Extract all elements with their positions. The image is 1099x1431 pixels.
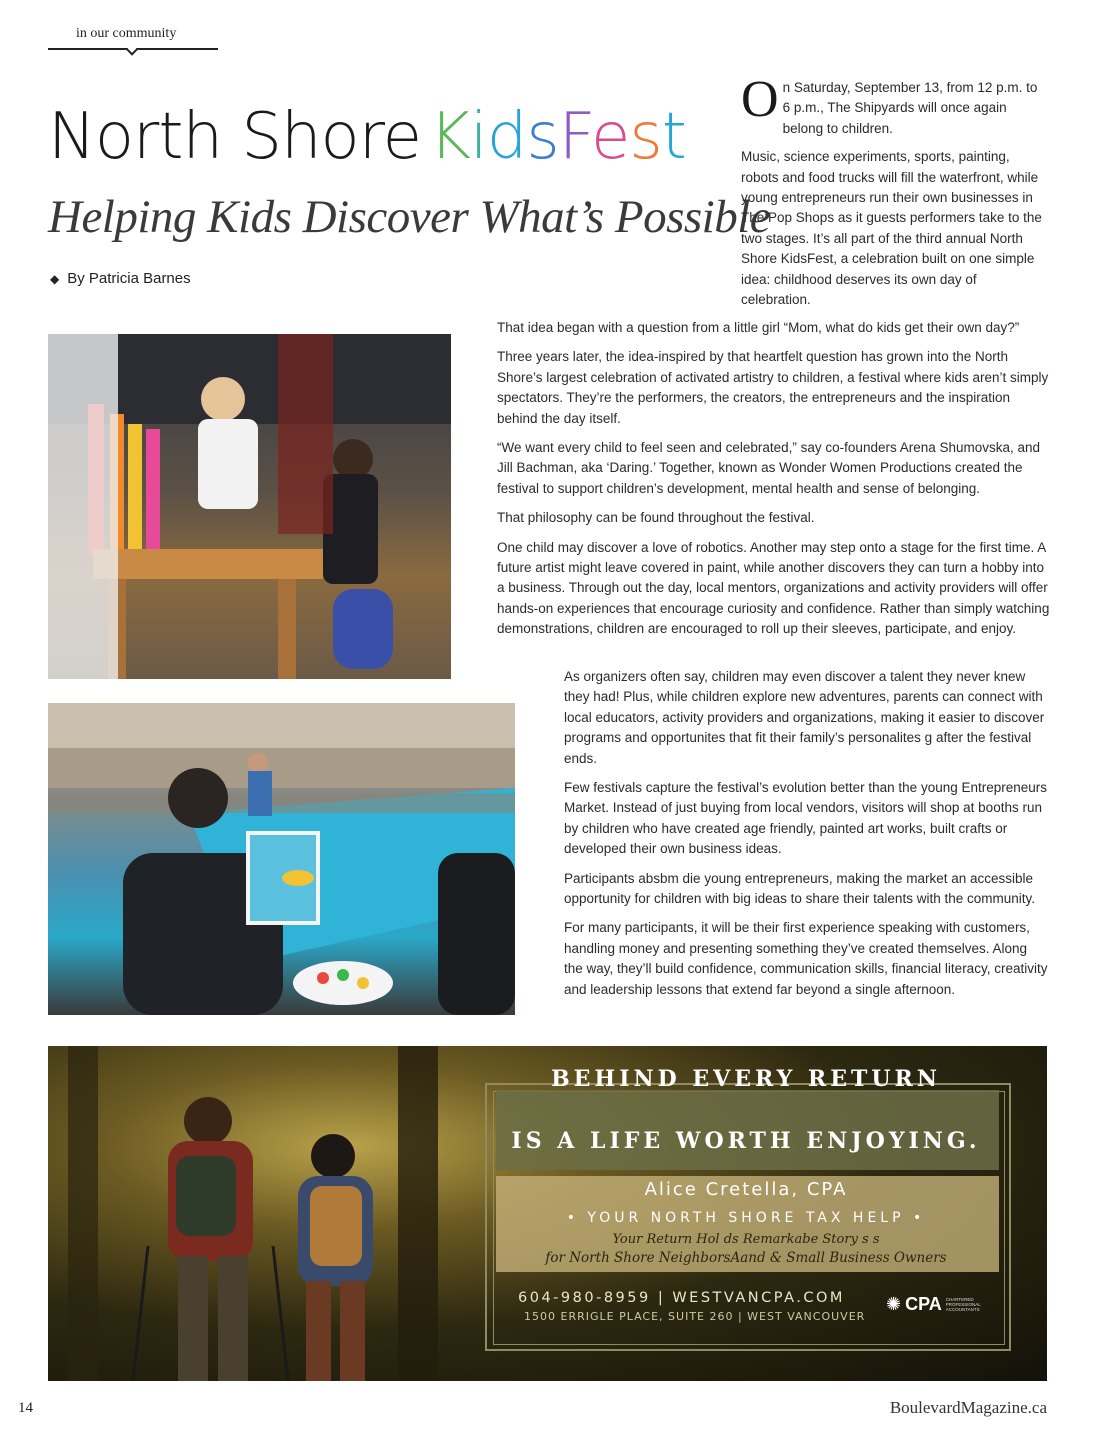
- diamond-icon: ◆: [50, 272, 60, 286]
- photo-kids-art-market-art: [48, 703, 515, 1015]
- ad-name: Alice Cretella, CPA: [644, 1179, 848, 1200]
- photo-kids-painting-table-art: [48, 334, 451, 679]
- ad-headline-line1: BEHIND EVERY RETURN: [551, 1066, 941, 1092]
- section-tag: [48, 26, 218, 42]
- intro-paragraph-1: [741, 71, 1046, 139]
- intro-paragraph-1-text: n Saturday, September 13, from 12 p.m. to 6 p.m., The Shipyards will once again belong to children.: [782, 80, 1038, 136]
- subhead: Helping Kids Discover What’s Possible: [48, 191, 771, 243]
- kidsfest-letter: F: [558, 100, 591, 174]
- page-number: 14: [18, 1400, 33, 1416]
- maple-star-icon: ✺: [886, 1294, 902, 1314]
- kidsfest-letter: t: [661, 100, 686, 174]
- kidsfest-letter: s: [629, 100, 662, 174]
- section-tag-notch: [126, 44, 137, 55]
- kidsfest-letter: d: [486, 100, 527, 174]
- mid-paragraph-2: Three years later, the idea-inspired by that heartfelt question has grown into the North Shore’s largest celebration of activated artistry to children, a festival where kids aren’t simply spectators. They’re the performers, the creators, the entrepreneurs and the inspiration behind the day itself.: [497, 349, 1049, 426]
- low-paragraph-4: For many participants, it will be their first experience speaking with customers, handling money and presenting something they’ve created themselves. Along the way, they’ll build confidence, communication skills, financial literacy, creativity and leadership lessons that extend far beyond a single afternoon.: [564, 920, 1048, 997]
- advertisement[interactable]: [48, 1046, 1047, 1381]
- intro-column: [741, 71, 1046, 318]
- ad-address: 1500 ERRIGLE PLACE, SUITE 260 | WEST VANCOUVER: [524, 1310, 866, 1323]
- kidsfest-letter: e: [591, 100, 630, 174]
- kidsfest-letter: s: [526, 100, 559, 174]
- mid-paragraph-4: That philosophy can be found throughout the festival.: [497, 510, 815, 526]
- byline: [50, 270, 191, 287]
- headline-kidsfest: [429, 100, 686, 174]
- low-paragraph-2: Few festivals capture the festival’s evolution better than the young Entrepreneurs Market. Instead of just buying from local vendors, visitors will shop at booths run by children who have created age friendly, painted art works, built crafts or developed their own business ideas.: [564, 780, 1048, 857]
- mid-paragraph-3: “We want every child to feel seen and celebrated,” say co-founders Arena Shumovska, and Jill Bachman, aka ‘Daring.’ Together, known as Wonder Women Productions created the festival to support children’s development, mental health and sense of belonging.: [497, 440, 1041, 496]
- ad-phone-website[interactable]: 604-980-8959 | WESTVANCPA.COM: [518, 1290, 845, 1306]
- kidsfest-letter: K: [428, 100, 470, 174]
- cpa-logo-word: CPA: [905, 1294, 942, 1314]
- photo-kids-art-market: [48, 703, 515, 1015]
- site-name[interactable]: BoulevardMagazine.ca: [889, 1398, 1047, 1417]
- cpa-logo: [886, 1294, 988, 1315]
- cpa-logo-small-text: CHARTERED PROFESSIONAL ACCOUNTANTS: [945, 1297, 981, 1312]
- ad-italic-line1: Your Return Hol ds Remarkabe Story s s: [612, 1232, 880, 1247]
- intro-paragraph-2: Music, science experiments, sports, painting, robots and food trucks will fill the waterfront, while young entrepreneurs run their own businesses in The Pop Shops as it guests performers take to the two stages. It’s all part of the third annual North Shore KidsFest, a celebration built on one simple idea: childhood deserves its own day of celebration.: [741, 149, 1042, 308]
- ad-italic-line2: for North Shore NeighborsAand & Small Business Owners: [545, 1250, 947, 1266]
- drop-cap: O: [741, 71, 779, 128]
- low-paragraph-1: As organizers often say, children may even discover a talent they never knew they had! Plus, while children explore new adventures, parents can connect with local educators, activity providers and organizations, making it easier to discover programs and opportunites that fit their family’s personalites g after the festival ends.: [564, 669, 1045, 766]
- photo-kids-painting-table: [48, 334, 451, 679]
- ad-headline-line2: IS A LIFE WORTH ENJOYING.: [511, 1128, 981, 1154]
- low-column: [564, 667, 1048, 1009]
- byline-text: By Patricia Barnes: [67, 270, 191, 287]
- kidsfest-letter: i: [469, 100, 487, 174]
- mid-column: [497, 318, 1052, 649]
- mid-paragraph-1: That idea began with a question from a little girl “Mom, what do kids get their own day?”: [497, 320, 1020, 335]
- ad-tagline: • YOUR NORTH SHORE TAX HELP •: [566, 1210, 926, 1226]
- low-paragraph-3: Participants absbm die young entrepreneurs, making the market an accessible opportunity for children with big ideas to share their talents with the community.: [564, 870, 1035, 907]
- headline: [48, 100, 686, 174]
- section-tag-label: in our community: [76, 26, 177, 41]
- headline-part1: North Shore: [48, 100, 421, 174]
- mid-paragraph-5: One child may discover a love of robotics. Another may step onto a stage for the first time. A future artist might leave covered in paint, while another discovers they can turn a hobby into a business. Through out the day, local mentors, organizations and activity providers will offer hands-on experiences that encourage curiosity and confidence. Rather than simply watching demonstrations, children are encouraged to roll up their sleeves, participate, and enjoy.: [497, 539, 1050, 637]
